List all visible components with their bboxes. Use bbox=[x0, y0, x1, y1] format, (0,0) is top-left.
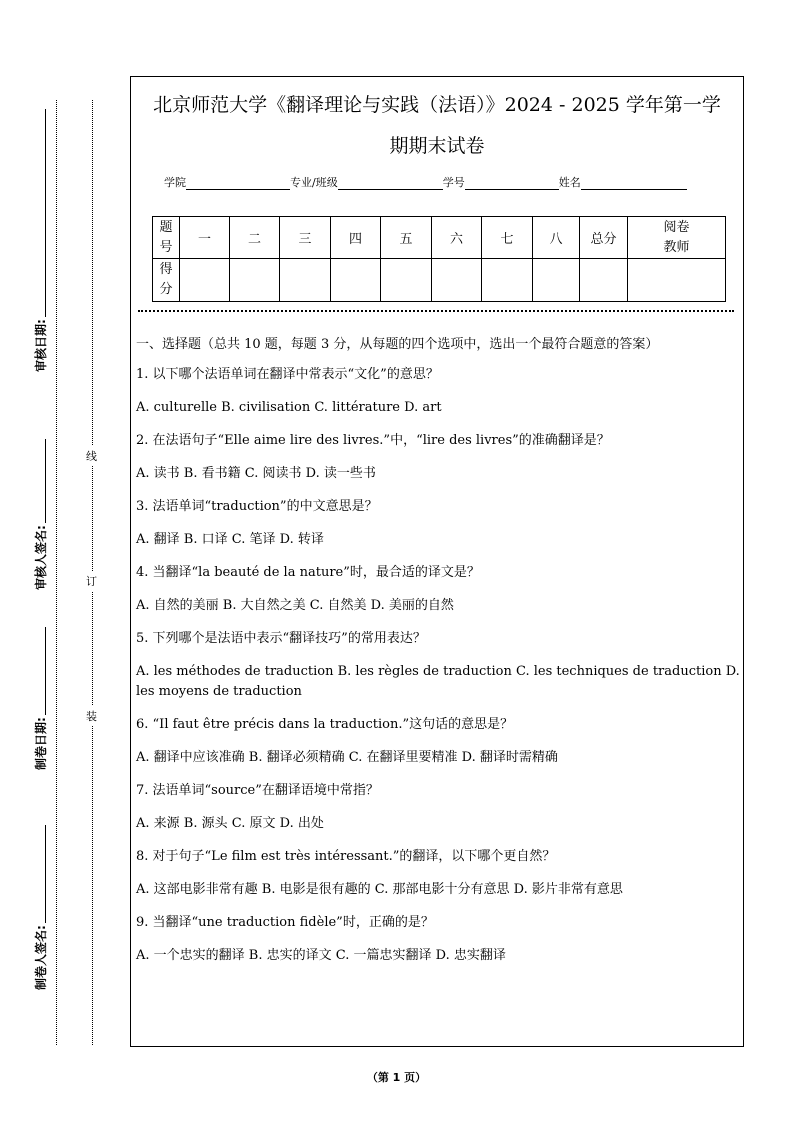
reviewer-date-blank[interactable] bbox=[35, 109, 46, 317]
bind-char-line: 线 bbox=[86, 446, 97, 466]
score-cell[interactable] bbox=[331, 259, 381, 302]
section-heading: 一、选择题（总共 10 题，每题 3 分，从每题的四个选项中，选出一个最符合题意的答案） bbox=[136, 337, 659, 352]
options-6: A. 翻译中应该准确 B. 翻译必须精确 C. 在翻译里要精准 D. 翻译时需精确 bbox=[136, 750, 558, 765]
options-5: A. les méthodes de traduction B. les règles de traduction C. les techniques de traduction D. les moyens de traduction bbox=[136, 664, 740, 699]
major-class-input[interactable] bbox=[338, 177, 443, 190]
score-cell[interactable] bbox=[381, 259, 432, 302]
score-header: 得分 bbox=[153, 259, 180, 302]
exam-frame bbox=[130, 76, 744, 1047]
question-6: 6. “Il faut être précis dans la traduction.”这句话的意思是？ bbox=[136, 717, 514, 732]
reviewer-sign-label: 审核人签名: bbox=[34, 525, 48, 590]
question-number-header: 题号 bbox=[153, 217, 180, 259]
question-3: 3. 法语单词“traduction”的中文意思是？ bbox=[136, 499, 378, 514]
maker-sign-label: 制卷人签名: bbox=[34, 925, 48, 990]
question-8: 8. 对于句子“Le film est très intéressant.”的翻译，以下哪个更自然？ bbox=[136, 849, 556, 864]
score-cell[interactable] bbox=[533, 259, 580, 302]
dotted-separator bbox=[138, 310, 734, 312]
score-cell[interactable] bbox=[280, 259, 331, 302]
options-9: A. 一个忠实的翻译 B. 忠实的译文 C. 一篇忠实翻译 D. 忠实翻译 bbox=[136, 948, 506, 963]
col-3: 三 bbox=[280, 217, 331, 259]
page-number: （第 1 页） bbox=[366, 1071, 427, 1084]
options-1: A. culturelle B. civilisation C. littérature D. art bbox=[136, 400, 442, 415]
question-4: 4. 当翻译“la beauté de la nature”时，最合适的译文是？ bbox=[136, 565, 480, 580]
reviewer-sign-field bbox=[32, 439, 49, 590]
col-1: 一 bbox=[180, 217, 230, 259]
exam-title-line2: 期期末试卷 bbox=[389, 135, 485, 157]
student-id-label: 学号 bbox=[442, 176, 465, 189]
score-cell[interactable] bbox=[432, 259, 482, 302]
question-1: 1. 以下哪个法语单词在翻译中常表示“文化”的意思？ bbox=[136, 367, 439, 382]
score-cell[interactable] bbox=[230, 259, 280, 302]
col-7: 七 bbox=[482, 217, 533, 259]
bind-char-bind: 装 bbox=[86, 706, 97, 726]
reviewer-date-label: 审核日期: bbox=[34, 319, 48, 372]
bind-char-staple: 订 bbox=[86, 571, 97, 591]
grader-cell[interactable] bbox=[628, 259, 726, 302]
maker-date-field bbox=[32, 627, 49, 770]
binding-dotted-line-outer bbox=[56, 100, 57, 1045]
score-cell[interactable] bbox=[482, 259, 533, 302]
question-5: 5. 下列哪个是法语中表示“翻译技巧”的常用表达？ bbox=[136, 631, 426, 646]
total-score-cell[interactable] bbox=[580, 259, 628, 302]
col-5: 五 bbox=[381, 217, 432, 259]
question-number-row bbox=[153, 217, 726, 259]
score-table bbox=[152, 216, 726, 302]
col-4: 四 bbox=[331, 217, 381, 259]
major-class-label: 专业/班级 bbox=[290, 176, 338, 189]
college-input[interactable] bbox=[186, 177, 290, 190]
options-2: A. 读书 B. 看书籍 C. 阅读书 D. 读一些书 bbox=[136, 466, 376, 481]
col-8: 八 bbox=[533, 217, 580, 259]
maker-date-label: 制卷日期: bbox=[34, 717, 48, 770]
exam-title-line1: 北京师范大学《翻译理论与实践（法语）》2024 - 2025 学年第一学 bbox=[153, 94, 721, 116]
options-7: A. 来源 B. 源头 C. 原文 D. 出处 bbox=[136, 816, 324, 831]
col-2: 二 bbox=[230, 217, 280, 259]
question-7: 7. 法语单词“source”在翻译语境中常指？ bbox=[136, 783, 379, 798]
options-8: A. 这部电影非常有趣 B. 电影是很有趣的 C. 那部电影十分有意思 D. 影片非常有意思 bbox=[136, 882, 623, 897]
question-9: 9. 当翻译“une traduction fidèle”时，正确的是？ bbox=[136, 915, 434, 930]
maker-sign-blank[interactable] bbox=[35, 825, 46, 923]
section-1 bbox=[136, 335, 741, 979]
name-label: 姓名 bbox=[558, 176, 581, 189]
maker-sign-field bbox=[32, 825, 49, 990]
options-3: A. 翻译 B. 口译 C. 笔译 D. 转译 bbox=[136, 532, 324, 547]
grader-header: 阅卷教师 bbox=[628, 217, 726, 259]
student-id-input[interactable] bbox=[465, 177, 559, 190]
name-input[interactable] bbox=[581, 177, 687, 190]
college-label: 学院 bbox=[164, 176, 186, 189]
question-2: 2. 在法语句子“Elle aime lire des livres.”中，“lire des livres”的准确翻译是？ bbox=[136, 433, 610, 448]
maker-date-blank[interactable] bbox=[35, 627, 46, 715]
options-4: A. 自然的美丽 B. 大自然之美 C. 自然美 D. 美丽的自然 bbox=[136, 598, 454, 613]
score-cell[interactable] bbox=[180, 259, 230, 302]
reviewer-sign-blank[interactable] bbox=[35, 439, 46, 523]
col-total: 总分 bbox=[580, 217, 628, 259]
score-row bbox=[153, 259, 726, 302]
student-info-row bbox=[164, 174, 687, 190]
col-6: 六 bbox=[432, 217, 482, 259]
reviewer-date-field bbox=[32, 109, 49, 372]
